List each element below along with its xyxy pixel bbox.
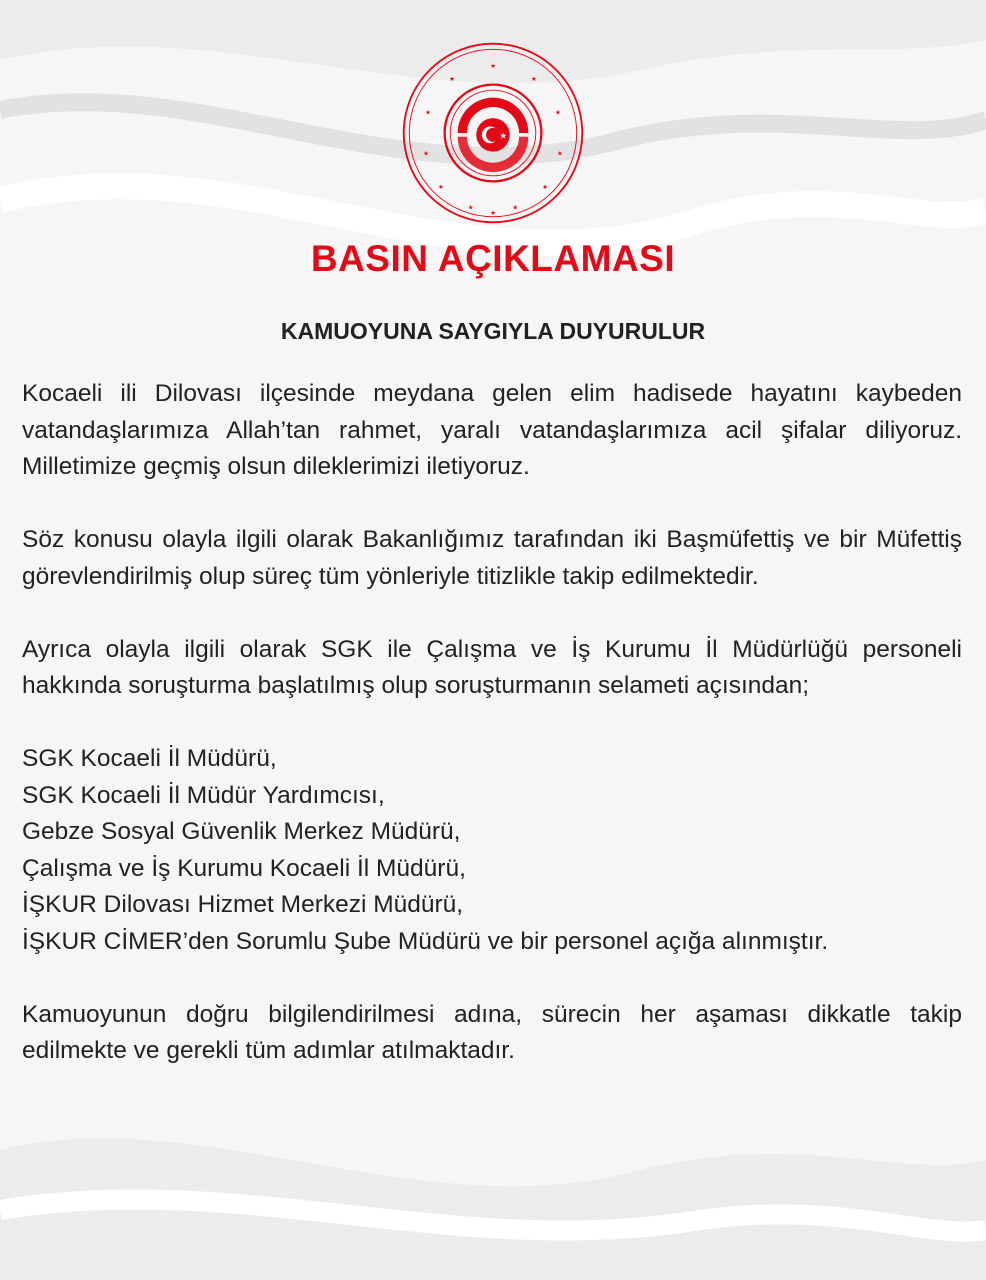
svg-text:★: ★ <box>424 108 431 117</box>
paragraph-investigation: Ayrıca olayla ilgili olarak SGK ile Çalışma ve İş Kurumu İl Müdürlüğü personeli hakkında soruşturma başlatılmış olup soruşturmanın selameti açısından; <box>22 635 962 699</box>
list-item: SGK Kocaeli İl Müdürü, <box>22 745 277 772</box>
svg-text:★: ★ <box>542 182 548 191</box>
svg-text:★: ★ <box>499 130 508 141</box>
suspended-officials-list <box>22 741 962 960</box>
paragraph-inspection: Söz konusu olayla ilgili olarak Bakanlığımız tarafından iki Başmüfettiş ve bir Müfettiş görevlendirilmiş olup süreç tüm yönleriyle titizlikle takip edilmektedir. <box>22 526 962 590</box>
press-release-body <box>22 376 962 1106</box>
paragraph-condolence: Kocaeli ili Dilovası ilçesinde meydana gelen elim hadisede hayatını kaybeden vatandaşlarımıza Allah’tan rahmet, yaralı vatandaşlarımıza acil şifalar diliyoruz. Milletimize geçmiş olsun dileklerimizi iletiyoruz. <box>22 380 962 480</box>
svg-text:★: ★ <box>467 203 474 212</box>
svg-text:★: ★ <box>531 74 537 83</box>
svg-text:★: ★ <box>438 182 444 191</box>
svg-text:★: ★ <box>557 149 563 158</box>
list-item: İŞKUR Dilovası Hizmet Merkezi Müdürü, <box>22 891 464 918</box>
list-item: SGK Kocaeli İl Müdür Yardımcısı, <box>22 781 385 809</box>
paragraph-closing: Kamuoyunun doğru bilgilendirilmesi adına, sürecin her aşaması dikkatle takip edilmekte ve gerekli tüm adımlar atılmaktadır. <box>22 1000 962 1064</box>
svg-text:★: ★ <box>512 203 519 212</box>
svg-text:★: ★ <box>449 74 455 83</box>
list-item: İŞKUR CİMER’den Sorumlu Şube Müdürü ve bir personel açığa alınmıştır. <box>22 927 829 955</box>
ministry-seal-icon <box>400 40 586 226</box>
headline: BASIN AÇIKLAMASI <box>310 238 676 279</box>
svg-text:★: ★ <box>490 208 496 217</box>
svg-text:★: ★ <box>423 149 429 158</box>
list-item: Gebze Sosyal Güvenlik Merkez Müdürü, <box>22 818 461 845</box>
list-item: Çalışma ve İş Kurumu Kocaeli İl Müdürü, <box>22 854 466 882</box>
svg-text:★: ★ <box>490 61 496 70</box>
subheadline: KAMUOYUNA SAYGIYLA DUYURULUR <box>280 318 706 344</box>
svg-text:★: ★ <box>555 108 562 117</box>
